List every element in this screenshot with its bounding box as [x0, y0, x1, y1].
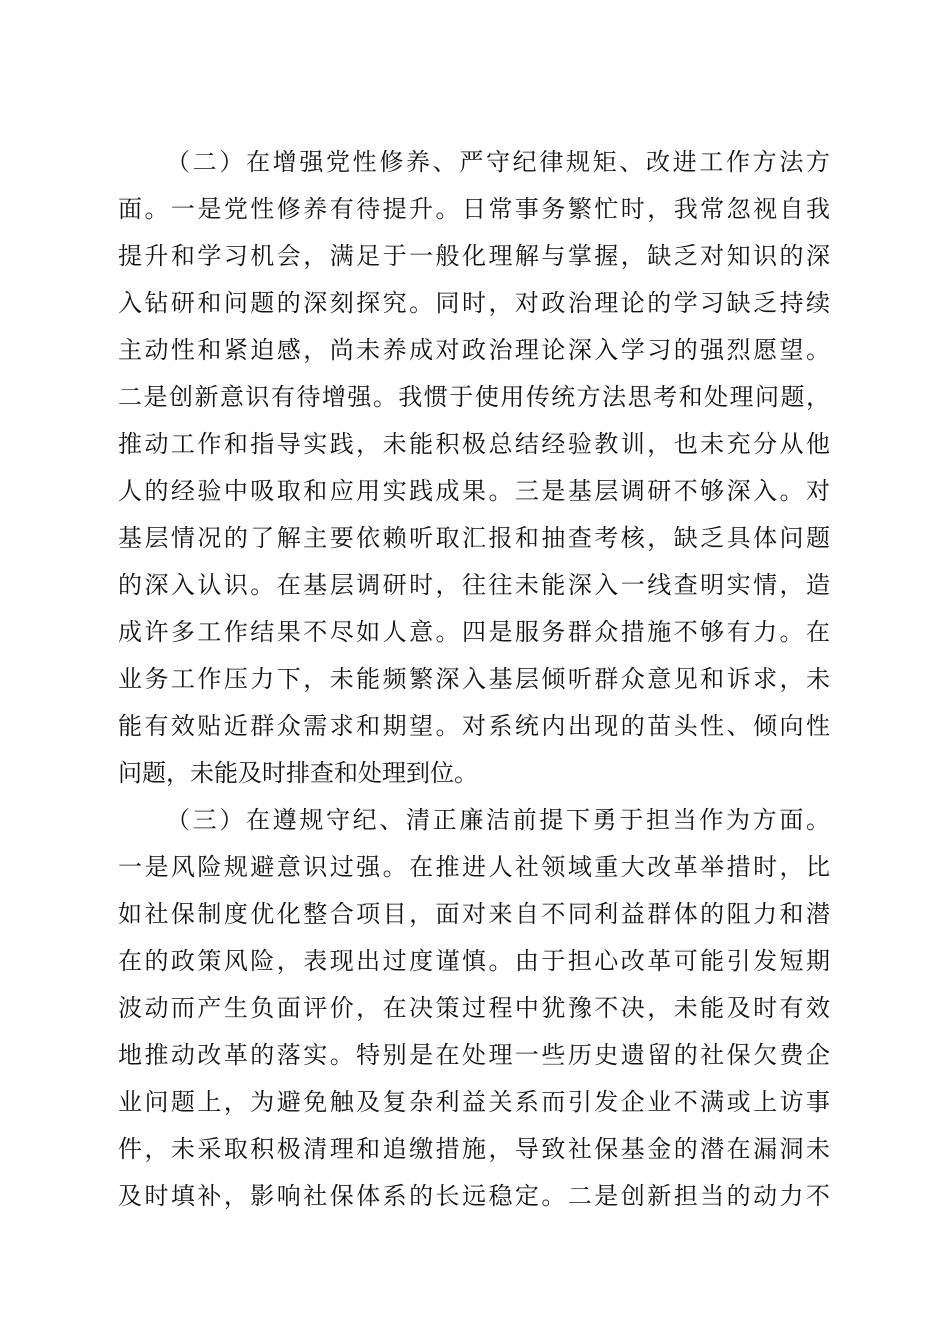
- text-line: 问题，未能及时排查和处理到位。: [118, 759, 478, 787]
- text-line: 主动性和紧迫感，尚未养成对政治理论深入学习的强烈愿望。: [118, 336, 830, 364]
- text-line: 地推动改革的落实。特别是在处理一些历史遗留的社保欠费企: [118, 1041, 830, 1069]
- text-line: 业务工作压力下，未能频繁深入基层倾听群众意见和诉求，未: [118, 665, 830, 693]
- text-line: 业问题上，为避免触及复杂利益关系而引发企业不满或上访事: [118, 1088, 830, 1116]
- text-line: 二是创新意识有待增强。我惯于使用传统方法思考和处理问题，: [118, 383, 830, 411]
- text-line: 一是风险规避意识过强。在推进人社领域重大改革举措时，比: [118, 853, 830, 881]
- text-line: 能有效贴近群众需求和期望。对系统内出现的苗头性、倾向性: [118, 712, 830, 740]
- text-line: 波动而产生负面评价，在决策过程中犹豫不决，未能及时有效: [118, 994, 830, 1022]
- paragraph-heading-2: （二）在增强党性修养、严守纪律规矩、改进工作方法方: [166, 148, 830, 176]
- text-line: 成许多工作结果不尽如人意。四是服务群众措施不够有力。在: [118, 618, 830, 646]
- paragraph-heading-3: （三）在遵规守纪、清正廉洁前提下勇于担当作为方面。: [166, 806, 830, 834]
- text-line: 提升和学习机会，满足于一般化理解与掌握，缺乏对知识的深: [118, 242, 830, 270]
- text-line: 件，未采取积极清理和追缴措施，导致社保基金的潜在漏洞未: [118, 1135, 830, 1163]
- text-line: 人的经验中吸取和应用实践成果。三是基层调研不够深入。对: [118, 477, 830, 505]
- text-line: 的深入认识。在基层调研时，往往未能深入一线查明实情，造: [118, 571, 830, 599]
- text-line: 面。一是党性修养有待提升。日常事务繁忙时，我常忽视自我: [118, 195, 830, 223]
- text-line: 推动工作和指导实践，未能积极总结经验教训，也未充分从他: [118, 430, 830, 458]
- text-line: 基层情况的了解主要依赖听取汇报和抽查考核，缺乏具体问题: [118, 524, 830, 552]
- text-line: 入钻研和问题的深刻探究。同时，对政治理论的学习缺乏持续: [118, 289, 830, 317]
- text-line: 及时填补，影响社保体系的长远稳定。二是创新担当的动力不: [118, 1182, 830, 1210]
- text-line: 在的政策风险，表现出过度谨慎。由于担心改革可能引发短期: [118, 947, 830, 975]
- text-line: 如社保制度优化整合项目，面对来自不同利益群体的阻力和潜: [118, 900, 830, 928]
